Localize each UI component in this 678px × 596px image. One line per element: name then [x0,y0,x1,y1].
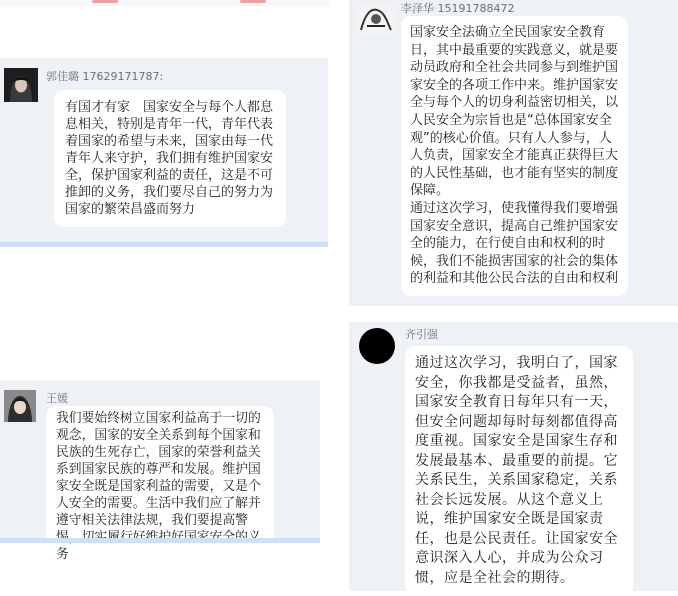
chat-panel-2 [349,0,678,306]
top-red-mark [92,0,118,3]
chat-panel-3 [0,380,320,562]
chat-panel-4 [349,322,678,591]
sender-name: 李泽华 15191788472 [401,2,515,15]
profile-photo-icon [4,390,36,422]
sender-name: 王媛 [46,392,68,405]
top-red-mark [240,0,266,3]
avatar[interactable] [357,4,395,34]
panel-edge [0,242,328,247]
sender-name: 郭佳璐 17629171787: [46,70,164,83]
avatar[interactable] [4,390,36,422]
top-cutoff-strip [0,0,330,6]
avatar[interactable] [4,68,38,102]
chat-panel-1 [0,58,328,242]
message-bubble[interactable]: 通过这次学习，我明白了，国家安全，你我都是受益者，虽然，国家安全教育日每年只有一天，但安全问题却每时每刻都值得高度重视。国家安全是国家生存和发展最基本、最重要的前提。它关系民生，关系国家稳定，关系社会长远发展。从这个意义上说，维护国家安全既是国家责任，也是公民责任。让国家安全意识深入人心，并成为公众习惯，应是全社会的期待。 [405,346,633,596]
sender-name: 齐引强 [405,328,438,341]
avatar[interactable] [359,328,395,364]
message-bubble[interactable]: 国家安全法确立全民国家安全教育日，其中最重要的实践意义，就是要动员政府和全社会共同参与到维护国家安全的各项工作中来。维护国家安全与每个人的切身利益密切相关，以人民安全为宗旨也是“总体国家安全观”的核心价值。只有人人参与，人人负责，国家安全才能真正获得巨大的人民性基础，也才能有坚实的制度保障。 通过这次学习，使我懂得我们要增强国家安全意识，提高自己维护国家安全的能力，在行使自由和权利的时候，我们不能损害国家的社会的集体的利益和其他公民合法的自由和权利 [401,16,628,296]
message-bubble[interactable]: 我们要始终树立国家利益高于一切的观念，国家的安全关系到每个国家和民族的生死存亡，国家的荣誉利益关系到国家民族的尊严和发展。维护国家安全既是国家利益的需要，又是个人安全的需要。生活中我们应了解并遵守相关法律法规，我们要提高警 务 [46,406,274,538]
profile-photo-icon [4,68,38,102]
message-bubble[interactable]: 有国才有家 国家安全与每个人都息息相关，特别是青年一代，青年代表着国家的希望与未来，国家由每一代青年人来守护，我们拥有维护国家安全，保护国家利益的责任，这是不可推卸的义务，我们要尽自己的努力为国家的繁荣昌盛而努力 [54,90,286,227]
profile-photo-icon [357,4,395,34]
panel-edge [0,538,320,543]
